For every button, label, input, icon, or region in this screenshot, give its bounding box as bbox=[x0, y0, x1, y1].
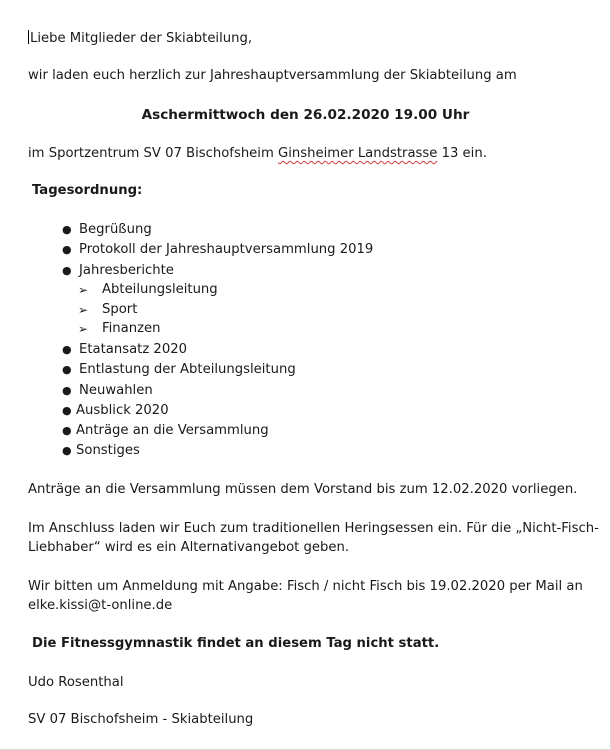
bullet-icon: ● bbox=[62, 404, 72, 417]
report-item-label: Abteilungsleitung bbox=[102, 282, 218, 297]
arrow-bullet-icon: ➢ bbox=[78, 283, 89, 297]
agenda-item-label: Begrüßung bbox=[79, 222, 152, 237]
greeting-text: Liebe Mitglieder der Skiabteilung, bbox=[30, 31, 253, 46]
herring-dinner-line-1: Im Anschluss laden wir Euch zum traditionellen Heringsessen ein. Für die „Nicht-Fisch- bbox=[28, 521, 599, 536]
greeting bbox=[28, 30, 252, 48]
agenda-item-label: Neuwahlen bbox=[79, 383, 153, 398]
meeting-date: Aschermittwoch den 26.02.2020 19.00 Uhr bbox=[141, 107, 470, 123]
location-street: Ginsheimer Landstrasse bbox=[278, 146, 438, 161]
bullet-icon: ● bbox=[62, 223, 72, 236]
signer-name: Udo Rosenthal bbox=[28, 675, 124, 690]
bullet-icon: ● bbox=[62, 343, 72, 356]
organization-name: SV 07 Bischofsheim - Skiabteilung bbox=[28, 712, 254, 727]
bullet-icon: ● bbox=[62, 424, 72, 437]
agenda-item-label: Anträge an die Versammlung bbox=[76, 423, 269, 438]
bullet-icon: ● bbox=[62, 363, 72, 376]
location-prefix: im Sportzentrum SV 07 Bischofsheim bbox=[28, 146, 278, 161]
contact-email: elke.kissi@t-online.de bbox=[28, 598, 173, 613]
arrow-bullet-icon: ➢ bbox=[78, 322, 89, 336]
agenda-item-label: Entlastung der Abteilungsleitung bbox=[79, 362, 296, 377]
agenda-item-label: Etatansatz 2020 bbox=[79, 342, 187, 357]
report-item-label: Sport bbox=[102, 302, 138, 317]
bullet-icon: ● bbox=[62, 384, 72, 397]
bullet-icon: ● bbox=[62, 264, 72, 277]
arrow-bullet-icon: ➢ bbox=[78, 303, 89, 317]
location-line bbox=[28, 145, 487, 163]
location-suffix: 13 ein. bbox=[437, 146, 487, 161]
agenda-item-label: Ausblick 2020 bbox=[76, 403, 169, 418]
agenda-item-label: Protokoll der Jahreshauptversammlung 2019 bbox=[79, 242, 374, 257]
report-item-label: Finanzen bbox=[102, 321, 161, 336]
agenda-title: Tagesordnung: bbox=[32, 183, 143, 198]
bullet-icon: ● bbox=[62, 444, 72, 457]
agenda-item-label: Sonstiges bbox=[76, 443, 140, 458]
registration-line: Wir bitten um Anmeldung mit Angabe: Fisch / nicht Fisch bis 19.02.2020 per Mail an bbox=[28, 579, 583, 594]
invitation-line: wir laden euch herzlich zur Jahreshauptversammlung der Skiabteilung am bbox=[28, 68, 517, 83]
agenda-item-label: Jahresberichte bbox=[79, 263, 174, 278]
motions-deadline: Anträge an die Versammlung müssen dem Vorstand bis zum 12.02.2020 vorliegen. bbox=[28, 482, 578, 497]
bullet-icon: ● bbox=[62, 243, 72, 256]
herring-dinner-line-2: Liebhaber“ wird es ein Alternativangebot geben. bbox=[28, 540, 350, 555]
text-cursor bbox=[28, 30, 29, 44]
fitness-notice: Die Fitnessgymnastik findet an diesem Tag nicht statt. bbox=[32, 636, 440, 651]
